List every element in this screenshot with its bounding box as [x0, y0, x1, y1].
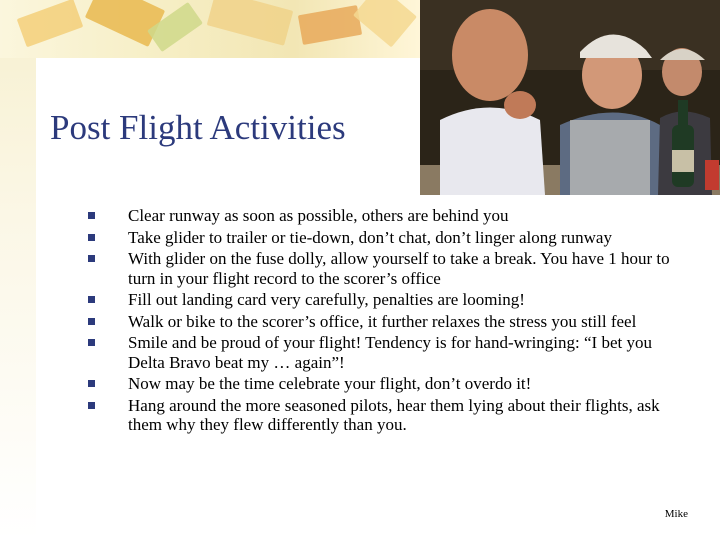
bullet-item: [88, 374, 688, 394]
bullet-text: Fill out landing card very carefully, penalties are looming!: [128, 290, 525, 309]
square-bullet-icon: [88, 255, 95, 262]
bullet-text: Now may be the time celebrate your flight, don’t overdo it!: [128, 374, 532, 393]
bullet-item: [88, 290, 688, 310]
bullet-item: [88, 206, 688, 226]
bullet-text: With glider on the fuse dolly, allow yourself to take a break. You have 1 hour to turn in your flight record to the scorer’s office: [128, 249, 670, 288]
bullet-list: [88, 206, 688, 437]
bullet-item: [88, 228, 688, 248]
bullet-item: [88, 333, 688, 372]
bullet-text: Hang around the more seasoned pilots, hear them lying about their flights, ask them why they flew differently than you.: [128, 395, 660, 434]
square-bullet-icon: [88, 318, 95, 325]
pilots-photo: [420, 0, 720, 195]
square-bullet-icon: [88, 380, 95, 387]
bullet-text: Walk or bike to the scorer’s office, it further relaxes the stress you still feel: [128, 311, 637, 331]
bullet-text: Take glider to trailer or tie-down, don’t chat, don’t linger along runway: [128, 227, 612, 247]
square-bullet-icon: [88, 339, 95, 346]
bullet-text: Clear runway as soon as possible, others are behind you: [128, 206, 509, 225]
square-bullet-icon: [88, 402, 95, 409]
pilots-photo-illustration: [420, 0, 720, 195]
bullet-item: [88, 249, 688, 288]
bullet-item: [88, 312, 688, 332]
bullet-text: Smile and be proud of your flight! Tendency is for hand-wringing: “I bet you Delta Bravo beat my … again”!: [128, 333, 652, 372]
square-bullet-icon: [88, 234, 95, 241]
slide-title: Post Flight Activities: [50, 108, 346, 147]
square-bullet-icon: [88, 296, 95, 303]
autumn-leaves-banner: [0, 0, 420, 58]
bullet-item: [88, 396, 688, 435]
square-bullet-icon: [88, 212, 95, 219]
left-decoration-strip: [0, 0, 36, 540]
slide-footer: Mike: [664, 508, 688, 520]
